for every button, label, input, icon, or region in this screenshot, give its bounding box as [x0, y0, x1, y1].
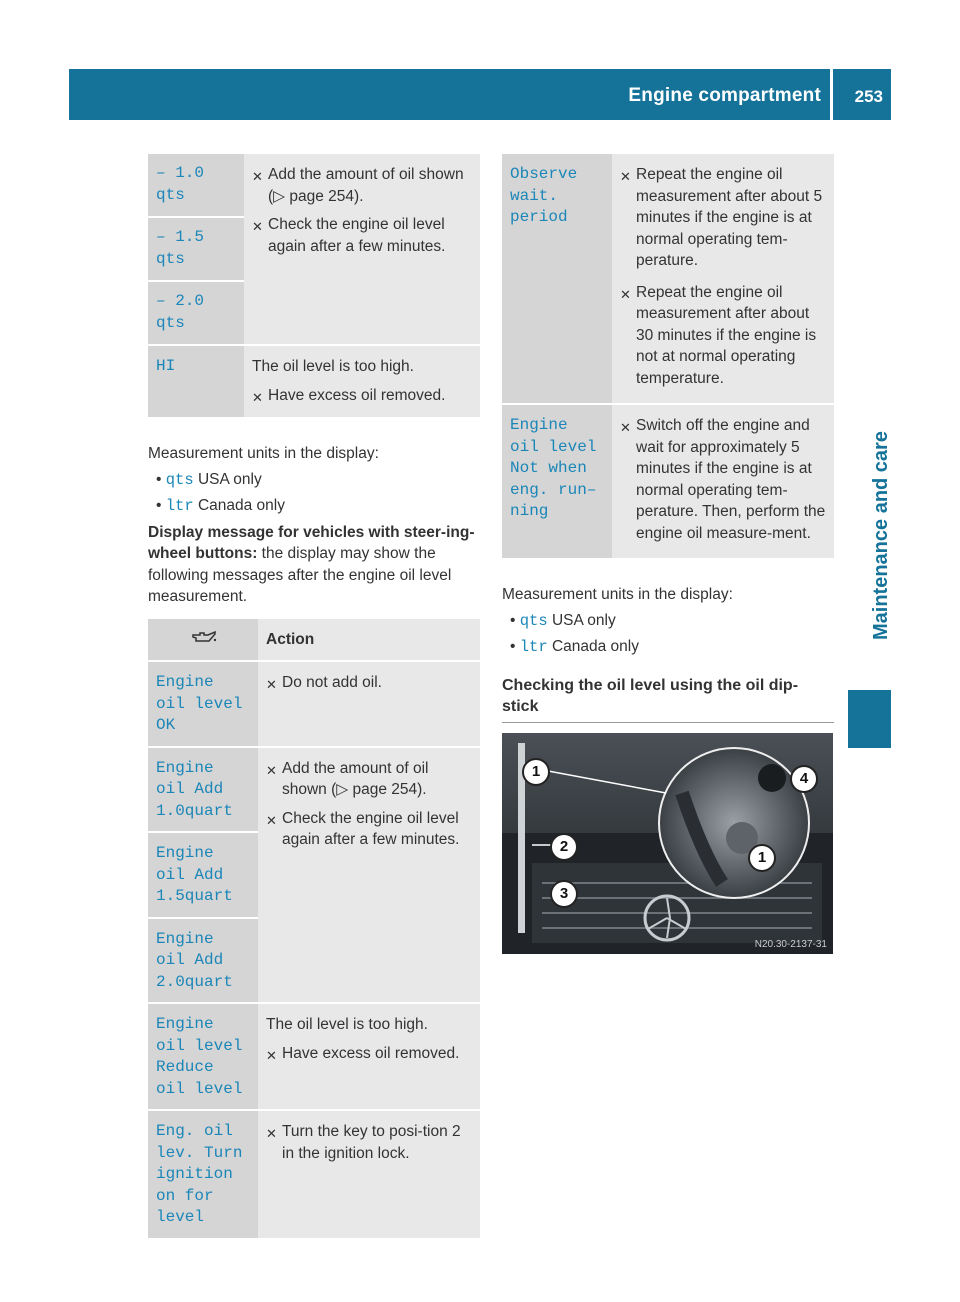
callout-3: 3: [550, 880, 578, 908]
table-row: [148, 1110, 480, 1239]
display-message: Engine oil level OK: [156, 673, 243, 734]
arrow-icon: ✕: [620, 286, 631, 302]
arrow-icon: ✕: [266, 1126, 277, 1141]
side-tab-marker: [848, 690, 891, 748]
side-tab-label: Maintenance and care: [870, 431, 892, 640]
arrow-icon: ✕: [620, 420, 631, 435]
table-row: [148, 345, 480, 418]
oil-level-table-top: [148, 154, 480, 419]
arrow-icon: ✕: [252, 169, 263, 184]
table-row: [502, 154, 834, 404]
action-step: ✕ Switch off the engine and wait for approximately 5 minutes if the engine is at normal operating tem-perature. Then, perform the engine oil measure-ment.: [620, 415, 828, 544]
column-header-action: Action: [258, 619, 480, 662]
units-intro: Measurement units in the display:: [502, 586, 733, 603]
display-message: – 1.5 qts: [156, 228, 205, 268]
action-step: ✕ Check the engine oil level again after a few minutes.: [266, 808, 474, 851]
action-step: ✕ Have excess oil removed.: [252, 385, 474, 409]
callout-1b: 1: [748, 844, 776, 872]
photo-reference-label: N20.30-2137-31: [754, 939, 827, 950]
engine-oil-can-icon: [191, 629, 217, 645]
table-header-row: [148, 619, 480, 662]
action-description: The oil level is too high.: [252, 358, 414, 375]
header-divider: [830, 69, 833, 120]
page-number: 253: [854, 87, 883, 106]
left-column: [148, 154, 480, 1240]
table-row: [148, 747, 480, 1004]
display-message: Engine oil level Reduce oil level: [156, 1015, 243, 1098]
display-message: – 1.0 qts: [156, 164, 205, 204]
arrow-icon: ✕: [266, 812, 277, 828]
callout-4: 4: [790, 765, 818, 793]
steering-wheel-paragraph: Display message for vehicles with steer-ing-wheel buttons: the display may show the following messages after the engine oil level measurement.: [148, 523, 475, 605]
action-description: The oil level is too high.: [266, 1016, 428, 1033]
display-message: – 2.0 qts: [156, 292, 205, 332]
display-message: Engine oil level Not when eng. run– ning: [510, 416, 597, 520]
arrow-icon: ✕: [620, 169, 631, 184]
dipstick-heading: Checking the oil level using the oil dip-stick: [502, 675, 834, 723]
arrow-icon: ✕: [252, 389, 263, 405]
table-row: [502, 404, 834, 559]
units-intro: Measurement units in the display:: [148, 445, 379, 462]
callout-2: 2: [550, 833, 578, 861]
action-step: ✕ Have excess oil removed.: [266, 1043, 474, 1067]
section-title: Engine compartment: [628, 85, 821, 106]
action-step: ✕ Turn the key to posi-tion 2 in the ignition lock.: [266, 1121, 474, 1164]
list-item: • ltr Canada only: [156, 497, 285, 515]
action-step: ✕ Do not add oil.: [266, 672, 474, 696]
action-step: ✕ Add the amount of oil shown (▷ page 254).: [252, 164, 474, 207]
display-message: Engine oil Add 1.5quart: [156, 844, 233, 905]
display-message: Observe wait. period: [510, 165, 578, 226]
action-step: ✕ Repeat the engine oil measurement after about 5 minutes if the engine is at normal operating tem-perature.: [620, 164, 828, 272]
display-message: Eng. oil lev. Turn ignition on for level: [156, 1122, 243, 1226]
arrow-icon: ✕: [266, 762, 277, 778]
action-step: ✕ Add the amount of oil shown (▷ page 254).: [266, 758, 474, 801]
action-step: ✕ Repeat the engine oil measurement after about 30 minutes if the engine is not at normal operating temperature.: [620, 282, 828, 390]
right-column: [502, 154, 834, 723]
list-item: • ltr Canada only: [510, 638, 639, 656]
display-message: Engine oil Add 1.0quart: [156, 758, 233, 820]
list-item: • qts USA only: [156, 470, 262, 489]
action-step: ✕ Check the engine oil level again after a few minutes.: [252, 214, 474, 257]
arrow-icon: ✕: [252, 219, 263, 234]
arrow-icon: ✕: [266, 677, 277, 692]
table-row: [148, 154, 480, 345]
table-row: [148, 661, 480, 747]
callout-1: 1: [522, 758, 550, 786]
list-item: • qts USA only: [510, 611, 616, 630]
table-row: [148, 1003, 480, 1110]
display-message: Engine oil Add 2.0quart: [156, 929, 233, 991]
oil-level-table-right: [502, 154, 834, 560]
engine-compartment-photo: [502, 733, 833, 954]
display-message: HI: [156, 357, 176, 375]
oil-level-table-main: [148, 619, 480, 1240]
page-header: [69, 69, 891, 120]
arrow-icon: ✕: [266, 1047, 277, 1063]
